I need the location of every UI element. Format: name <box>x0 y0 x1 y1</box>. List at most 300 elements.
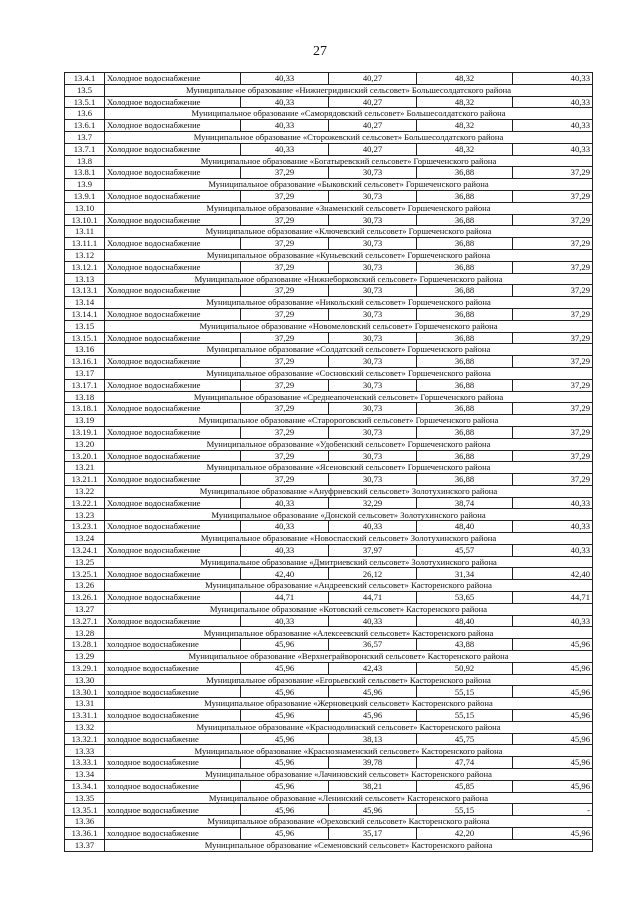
tariff-value-cell: 50,92 <box>417 662 513 674</box>
service-name-cell: Холодное водоснабжение <box>105 403 241 415</box>
municipality-row <box>65 367 593 379</box>
municipality-row <box>65 84 593 96</box>
row-number-cell: 13.29 <box>65 651 105 663</box>
service-name-cell: Холодное водоснабжение <box>105 497 241 509</box>
tariff-value-cell: 40,33 <box>241 120 329 132</box>
service-name-cell: Холодное водоснабжение <box>105 261 241 273</box>
tariff-value-cell: 48,32 <box>417 120 513 132</box>
tariff-row <box>65 120 593 132</box>
tariff-value-cell: 45,96 <box>241 662 329 674</box>
municipality-row <box>65 745 593 757</box>
service-name-cell: холодное водоснабжение <box>105 733 241 745</box>
tariff-value-cell: 45,75 <box>417 733 513 745</box>
tariff-value-cell: 45,96 <box>513 686 593 698</box>
tariff-value-cell: 45,96 <box>513 733 593 745</box>
row-number-cell: 13.18.1 <box>65 403 105 415</box>
tariff-value-cell: 36,88 <box>417 167 513 179</box>
tariff-value-cell: 30,73 <box>329 285 417 297</box>
tariff-value-cell: 37,29 <box>513 167 593 179</box>
row-number-cell: 13.29.1 <box>65 662 105 674</box>
municipality-title-cell: Муниципальное образование «Краснодолинский сельсовет» Касторенского района <box>105 721 593 733</box>
row-number-cell: 13.34 <box>65 769 105 781</box>
municipality-title-cell: Муниципальное образование «Краснознаменский сельсовет» Касторенского района <box>105 745 593 757</box>
tariff-row <box>65 238 593 250</box>
tariff-value-cell: 45,96 <box>241 804 329 816</box>
tariff-value-cell: 55,15 <box>417 686 513 698</box>
tariff-value-cell: 37,29 <box>241 474 329 486</box>
tariff-value-cell: 37,29 <box>513 332 593 344</box>
municipality-row <box>65 249 593 261</box>
row-number-cell: 13.6.1 <box>65 120 105 132</box>
service-name-cell: Холодное водоснабжение <box>105 450 241 462</box>
tariff-value-cell: 48,32 <box>417 73 513 85</box>
tariff-row <box>65 190 593 202</box>
tariff-value-cell: 36,88 <box>417 379 513 391</box>
municipality-title-cell: Муниципальное образование «Сторожевский сельсовет» Большесолдатского района <box>105 131 593 143</box>
row-number-cell: 13.23.1 <box>65 521 105 533</box>
tariff-value-cell: 37,29 <box>241 261 329 273</box>
row-number-cell: 13.22 <box>65 485 105 497</box>
tariff-value-cell: 48,32 <box>417 96 513 108</box>
tariff-row <box>65 568 593 580</box>
municipality-title-cell: Муниципальное образование «Дмитриевский сельсовет» Золотухинского района <box>105 556 593 568</box>
row-number-cell: 13.36 <box>65 816 105 828</box>
row-number-cell: 13.14.1 <box>65 308 105 320</box>
tariff-value-cell: 37,29 <box>241 285 329 297</box>
municipality-title-cell: Муниципальное образование «Удобенский сельсовет» Горшеченского района <box>105 438 593 450</box>
municipality-row <box>65 391 593 403</box>
tariff-value-cell: 40,33 <box>513 73 593 85</box>
service-name-cell: холодное водоснабжение <box>105 828 241 840</box>
municipality-title-cell: Муниципальное образование «Котовский сельсовет» Касторенского района <box>105 603 593 615</box>
tariff-value-cell: 55,15 <box>417 804 513 816</box>
tariff-value-cell: 38,21 <box>329 780 417 792</box>
tariff-value-cell: 42,43 <box>329 662 417 674</box>
row-number-cell: 13.30.1 <box>65 686 105 698</box>
tariff-value-cell: 36,88 <box>417 214 513 226</box>
service-name-cell: Холодное водоснабжение <box>105 214 241 226</box>
municipality-title-cell: Муниципальное образование «Ключевский сельсовет» Горшеченского района <box>105 226 593 238</box>
row-number-cell: 13.16.1 <box>65 356 105 368</box>
tariff-value-cell: 40,27 <box>329 143 417 155</box>
tariff-row <box>65 285 593 297</box>
municipality-title-cell: Муниципальное образование «Ясеновский сельсовет» Горшеченского района <box>105 462 593 474</box>
tariff-value-cell: 45,96 <box>513 780 593 792</box>
row-number-cell: 13.15.1 <box>65 332 105 344</box>
tariff-value-cell: 37,29 <box>241 214 329 226</box>
tariff-value-cell: 55,15 <box>417 710 513 722</box>
row-number-cell: 13.22.1 <box>65 497 105 509</box>
tariff-value-cell: 45,57 <box>417 544 513 556</box>
tariff-value-cell: 36,57 <box>329 639 417 651</box>
tariff-value-cell: 37,29 <box>513 261 593 273</box>
tariff-value-cell: 40,33 <box>329 521 417 533</box>
tariff-value-cell: 36,88 <box>417 332 513 344</box>
tariff-value-cell: 37,29 <box>513 474 593 486</box>
row-number-cell: 13.20.1 <box>65 450 105 462</box>
municipality-row <box>65 415 593 427</box>
tariff-table-body <box>65 73 593 852</box>
service-name-cell: Холодное водоснабжение <box>105 332 241 344</box>
service-name-cell: Холодное водоснабжение <box>105 544 241 556</box>
tariff-value-cell: 36,88 <box>417 261 513 273</box>
tariff-row <box>65 356 593 368</box>
municipality-title-cell: Муниципальное образование «Лачиновский сельсовет» Касторенского района <box>105 769 593 781</box>
municipality-title-cell: Муниципальное образование «Андреевский сельсовет» Касторенского района <box>105 580 593 592</box>
row-number-cell: 13.7 <box>65 131 105 143</box>
tariff-value-cell: 37,29 <box>513 285 593 297</box>
municipality-row <box>65 674 593 686</box>
tariff-row <box>65 143 593 155</box>
service-name-cell: Холодное водоснабжение <box>105 521 241 533</box>
row-number-cell: 13.35.1 <box>65 804 105 816</box>
tariff-value-cell: 37,29 <box>241 426 329 438</box>
service-name-cell: Холодное водоснабжение <box>105 120 241 132</box>
tariff-value-cell: 38,74 <box>417 497 513 509</box>
municipality-row <box>65 698 593 710</box>
tariff-row <box>65 426 593 438</box>
tariff-row <box>65 521 593 533</box>
municipality-row <box>65 556 593 568</box>
tariff-value-cell: 37,29 <box>513 426 593 438</box>
row-number-cell: 13.19.1 <box>65 426 105 438</box>
municipality-row <box>65 603 593 615</box>
tariff-value-cell: 26,12 <box>329 568 417 580</box>
municipality-row <box>65 533 593 545</box>
tariff-row <box>65 379 593 391</box>
tariff-value-cell: 37,29 <box>513 190 593 202</box>
tariff-row <box>65 639 593 651</box>
tariff-value-cell: 30,73 <box>329 167 417 179</box>
tariff-row <box>65 615 593 627</box>
tariff-value-cell: 30,73 <box>329 332 417 344</box>
municipality-row <box>65 509 593 521</box>
tariff-value-cell: 44,71 <box>513 592 593 604</box>
municipality-row <box>65 769 593 781</box>
service-name-cell: холодное водоснабжение <box>105 804 241 816</box>
tariff-value-cell: 45,96 <box>241 780 329 792</box>
municipality-title-cell: Муниципальное образование «Среднеапоченский сельсовет» Горшеченского района <box>105 391 593 403</box>
tariff-row <box>65 662 593 674</box>
row-number-cell: 13.9 <box>65 179 105 191</box>
row-number-cell: 13.27.1 <box>65 615 105 627</box>
tariff-row <box>65 167 593 179</box>
tariff-row <box>65 474 593 486</box>
row-number-cell: 13.13 <box>65 273 105 285</box>
municipality-row <box>65 438 593 450</box>
tariff-value-cell: 45,96 <box>241 710 329 722</box>
tariff-value-cell: 40,27 <box>329 120 417 132</box>
tariff-value-cell: 45,96 <box>513 828 593 840</box>
tariff-value-cell: 36,88 <box>417 450 513 462</box>
municipality-title-cell: Муниципальное образование «Нижнегридинский сельсовет» Большесолдатского района <box>105 84 593 96</box>
tariff-value-cell: 40,33 <box>513 615 593 627</box>
municipality-title-cell: Муниципальное образование «Новомеловский сельсовет» Горшеченского района <box>105 320 593 332</box>
tariff-value-cell: 38,13 <box>329 733 417 745</box>
row-number-cell: 13.18 <box>65 391 105 403</box>
tariff-value-cell: 40,33 <box>513 96 593 108</box>
tariff-row <box>65 261 593 273</box>
tariff-value-cell: 37,29 <box>241 167 329 179</box>
tariff-value-cell: 30,73 <box>329 190 417 202</box>
tariff-value-cell: 37,29 <box>241 450 329 462</box>
service-name-cell: Холодное водоснабжение <box>105 167 241 179</box>
row-number-cell: 13.34.1 <box>65 780 105 792</box>
row-number-cell: 13.12 <box>65 249 105 261</box>
tariff-value-cell: 40,33 <box>513 120 593 132</box>
tariff-row <box>65 710 593 722</box>
municipality-title-cell: Муниципальное образование «Алексеевский сельсовет» Касторенского района <box>105 627 593 639</box>
tariff-value-cell: 42,20 <box>417 828 513 840</box>
municipality-row <box>65 816 593 828</box>
municipality-title-cell: Муниципальное образование «Новоспасский сельсовет» Золотухинского района <box>105 533 593 545</box>
tariff-value-cell: 40,33 <box>513 143 593 155</box>
tariff-row <box>65 214 593 226</box>
row-number-cell: 13.10 <box>65 202 105 214</box>
tariff-value-cell: 30,73 <box>329 379 417 391</box>
tariff-row <box>65 828 593 840</box>
tariff-row <box>65 73 593 85</box>
tariff-value-cell: 45,96 <box>241 733 329 745</box>
row-number-cell: 13.27 <box>65 603 105 615</box>
row-number-cell: 13.8.1 <box>65 167 105 179</box>
municipality-row <box>65 131 593 143</box>
tariff-row <box>65 804 593 816</box>
municipality-title-cell: Муниципальное образование «Сосновский сельсовет» Горшеченского района <box>105 367 593 379</box>
municipality-title-cell: Муниципальное образование «Донской сельсовет» Золотухинского района <box>105 509 593 521</box>
tariff-value-cell: 36,88 <box>417 285 513 297</box>
municipality-row <box>65 226 593 238</box>
row-number-cell: 13.33 <box>65 745 105 757</box>
tariff-value-cell: 30,73 <box>329 450 417 462</box>
service-name-cell: Холодное водоснабжение <box>105 285 241 297</box>
tariff-row <box>65 497 593 509</box>
tariff-value-cell: 30,73 <box>329 214 417 226</box>
service-name-cell: Холодное водоснабжение <box>105 568 241 580</box>
row-number-cell: 13.8 <box>65 155 105 167</box>
tariff-value-cell: 37,97 <box>329 544 417 556</box>
row-number-cell: 13.12.1 <box>65 261 105 273</box>
tariff-value-cell: 36,88 <box>417 426 513 438</box>
tariff-value-cell: 30,73 <box>329 356 417 368</box>
service-name-cell: Холодное водоснабжение <box>105 592 241 604</box>
tariff-value-cell: 40,33 <box>513 497 593 509</box>
tariff-value-cell: 37,29 <box>241 190 329 202</box>
tariff-value-cell: 37,29 <box>241 403 329 415</box>
tariff-value-cell: 45,96 <box>513 639 593 651</box>
row-number-cell: 13.37 <box>65 839 105 851</box>
tariff-value-cell: 45,96 <box>241 686 329 698</box>
tariff-value-cell: 40,33 <box>241 73 329 85</box>
tariff-value-cell: 45,96 <box>241 639 329 651</box>
row-number-cell: 13.26.1 <box>65 592 105 604</box>
municipality-title-cell: Муниципальное образование «Старороговский сельсовет» Горшеченского района <box>105 415 593 427</box>
tariff-value-cell: 40,27 <box>329 73 417 85</box>
service-name-cell: холодное водоснабжение <box>105 662 241 674</box>
tariff-value-cell: 40,33 <box>241 615 329 627</box>
page-number: 27 <box>313 44 327 59</box>
service-name-cell: Холодное водоснабжение <box>105 143 241 155</box>
service-name-cell: Холодное водоснабжение <box>105 308 241 320</box>
tariff-row <box>65 332 593 344</box>
tariff-value-cell: 35,17 <box>329 828 417 840</box>
row-number-cell: 13.30 <box>65 674 105 686</box>
municipality-row <box>65 651 593 663</box>
tariff-value-cell: 37,29 <box>241 238 329 250</box>
tariff-value-cell: 48,32 <box>417 143 513 155</box>
service-name-cell: Холодное водоснабжение <box>105 73 241 85</box>
row-number-cell: 13.31.1 <box>65 710 105 722</box>
tariff-value-cell: 43,88 <box>417 639 513 651</box>
municipality-row <box>65 297 593 309</box>
municipality-title-cell: Муниципальное образование «Никольский сельсовет» Горшеченского района <box>105 297 593 309</box>
row-number-cell: 13.28 <box>65 627 105 639</box>
row-number-cell: 13.4.1 <box>65 73 105 85</box>
row-number-cell: 13.15 <box>65 320 105 332</box>
municipality-title-cell: Муниципальное образование «Ленинский сельсовет» Касторенского района <box>105 792 593 804</box>
tariff-value-cell: 45,96 <box>513 710 593 722</box>
tariff-value-cell: 30,73 <box>329 261 417 273</box>
tariff-value-cell: 40,27 <box>329 96 417 108</box>
tariff-row <box>65 308 593 320</box>
municipality-title-cell: Муниципальное образование «Семеновский сельсовет» Касторенского района <box>105 839 593 851</box>
tariff-value-cell: 37,29 <box>513 450 593 462</box>
tariff-value-cell: 48,40 <box>417 521 513 533</box>
tariff-value-cell: - <box>513 804 593 816</box>
tariff-value-cell: 30,73 <box>329 426 417 438</box>
row-number-cell: 13.35 <box>65 792 105 804</box>
row-number-cell: 13.9.1 <box>65 190 105 202</box>
row-number-cell: 13.11.1 <box>65 238 105 250</box>
tariff-value-cell: 37,29 <box>513 403 593 415</box>
tariff-value-cell: 37,29 <box>513 308 593 320</box>
municipality-title-cell: Муниципальное образование «Нижнеборковский сельсовет» Горшеченского района <box>105 273 593 285</box>
service-name-cell: Холодное водоснабжение <box>105 615 241 627</box>
municipality-row <box>65 108 593 120</box>
row-number-cell: 13.10.1 <box>65 214 105 226</box>
tariff-value-cell: 45,96 <box>329 804 417 816</box>
row-number-cell: 13.21.1 <box>65 474 105 486</box>
service-name-cell: холодное водоснабжение <box>105 757 241 769</box>
municipality-row <box>65 155 593 167</box>
tariff-row <box>65 780 593 792</box>
tariff-value-cell: 30,73 <box>329 238 417 250</box>
municipality-title-cell: Муниципальное образование «Жерновецкий сельсовет» Касторенского района <box>105 698 593 710</box>
service-name-cell: Холодное водоснабжение <box>105 474 241 486</box>
row-number-cell: 13.14 <box>65 297 105 309</box>
tariff-value-cell: 37,29 <box>241 356 329 368</box>
municipality-row <box>65 485 593 497</box>
row-number-cell: 13.32 <box>65 721 105 733</box>
tariff-row <box>65 733 593 745</box>
row-number-cell: 13.19 <box>65 415 105 427</box>
tariff-value-cell: 39,78 <box>329 757 417 769</box>
service-name-cell: холодное водоснабжение <box>105 710 241 722</box>
tariff-value-cell: 37,29 <box>513 356 593 368</box>
row-number-cell: 13.16 <box>65 344 105 356</box>
service-name-cell: холодное водоснабжение <box>105 639 241 651</box>
service-name-cell: Холодное водоснабжение <box>105 96 241 108</box>
row-number-cell: 13.13.1 <box>65 285 105 297</box>
municipality-title-cell: Муниципальное образование «Куньевский сельсовет» Горшеченского района <box>105 249 593 261</box>
service-name-cell: Холодное водоснабжение <box>105 379 241 391</box>
tariff-table <box>64 72 593 852</box>
tariff-value-cell: 36,88 <box>417 308 513 320</box>
row-number-cell: 13.36.1 <box>65 828 105 840</box>
tariff-value-cell: 45,85 <box>417 780 513 792</box>
tariff-value-cell: 42,40 <box>513 568 593 580</box>
tariff-value-cell: 44,71 <box>241 592 329 604</box>
service-name-cell: Холодное водоснабжение <box>105 356 241 368</box>
municipality-title-cell: Муниципальное образование «Егорьевский сельсовет» Касторенского района <box>105 674 593 686</box>
tariff-row <box>65 757 593 769</box>
tariff-row <box>65 686 593 698</box>
tariff-value-cell: 53,65 <box>417 592 513 604</box>
row-number-cell: 13.26 <box>65 580 105 592</box>
tariff-value-cell: 45,96 <box>241 757 329 769</box>
tariff-value-cell: 45,96 <box>513 757 593 769</box>
municipality-row <box>65 320 593 332</box>
tariff-value-cell: 36,88 <box>417 190 513 202</box>
municipality-title-cell: Муниципальное образование «Солдатский сельсовет» Горшеченского района <box>105 344 593 356</box>
row-number-cell: 13.33.1 <box>65 757 105 769</box>
tariff-value-cell: 40,33 <box>513 544 593 556</box>
municipality-title-cell: Муниципальное образование «Богатыревский сельсовет» Горшеченского района <box>105 155 593 167</box>
row-number-cell: 13.24 <box>65 533 105 545</box>
tariff-value-cell: 40,33 <box>241 143 329 155</box>
service-name-cell: Холодное водоснабжение <box>105 190 241 202</box>
row-number-cell: 13.17 <box>65 367 105 379</box>
municipality-row <box>65 273 593 285</box>
service-name-cell: холодное водоснабжение <box>105 686 241 698</box>
tariff-row <box>65 592 593 604</box>
tariff-value-cell: 36,88 <box>417 356 513 368</box>
row-number-cell: 13.5 <box>65 84 105 96</box>
tariff-value-cell: 48,40 <box>417 615 513 627</box>
tariff-value-cell: 40,33 <box>241 521 329 533</box>
row-number-cell: 13.21 <box>65 462 105 474</box>
tariff-value-cell: 45,96 <box>329 710 417 722</box>
service-name-cell: Холодное водоснабжение <box>105 426 241 438</box>
tariff-value-cell: 37,29 <box>513 238 593 250</box>
tariff-value-cell: 47,74 <box>417 757 513 769</box>
tariff-value-cell: 37,29 <box>241 332 329 344</box>
tariff-value-cell: 30,73 <box>329 403 417 415</box>
municipality-title-cell: Муниципальное образование «Верхнеграйворонский сельсовет» Касторенского района <box>105 651 593 663</box>
tariff-value-cell: 45,96 <box>329 686 417 698</box>
tariff-row <box>65 544 593 556</box>
tariff-value-cell: 40,33 <box>513 521 593 533</box>
tariff-value-cell: 32,29 <box>329 497 417 509</box>
municipality-row <box>65 627 593 639</box>
row-number-cell: 13.32.1 <box>65 733 105 745</box>
row-number-cell: 13.6 <box>65 108 105 120</box>
tariff-value-cell: 37,29 <box>513 214 593 226</box>
tariff-value-cell: 36,88 <box>417 238 513 250</box>
municipality-row <box>65 721 593 733</box>
tariff-value-cell: 30,73 <box>329 308 417 320</box>
tariff-value-cell: 37,29 <box>241 308 329 320</box>
row-number-cell: 13.17.1 <box>65 379 105 391</box>
row-number-cell: 13.11 <box>65 226 105 238</box>
tariff-value-cell: 42,40 <box>241 568 329 580</box>
municipality-title-cell: Муниципальное образование «Ануфриевский сельсовет» Золотухинского района <box>105 485 593 497</box>
row-number-cell: 13.5.1 <box>65 96 105 108</box>
row-number-cell: 13.28.1 <box>65 639 105 651</box>
tariff-value-cell: 40,33 <box>241 96 329 108</box>
municipality-row <box>65 839 593 851</box>
tariff-value-cell: 36,88 <box>417 474 513 486</box>
